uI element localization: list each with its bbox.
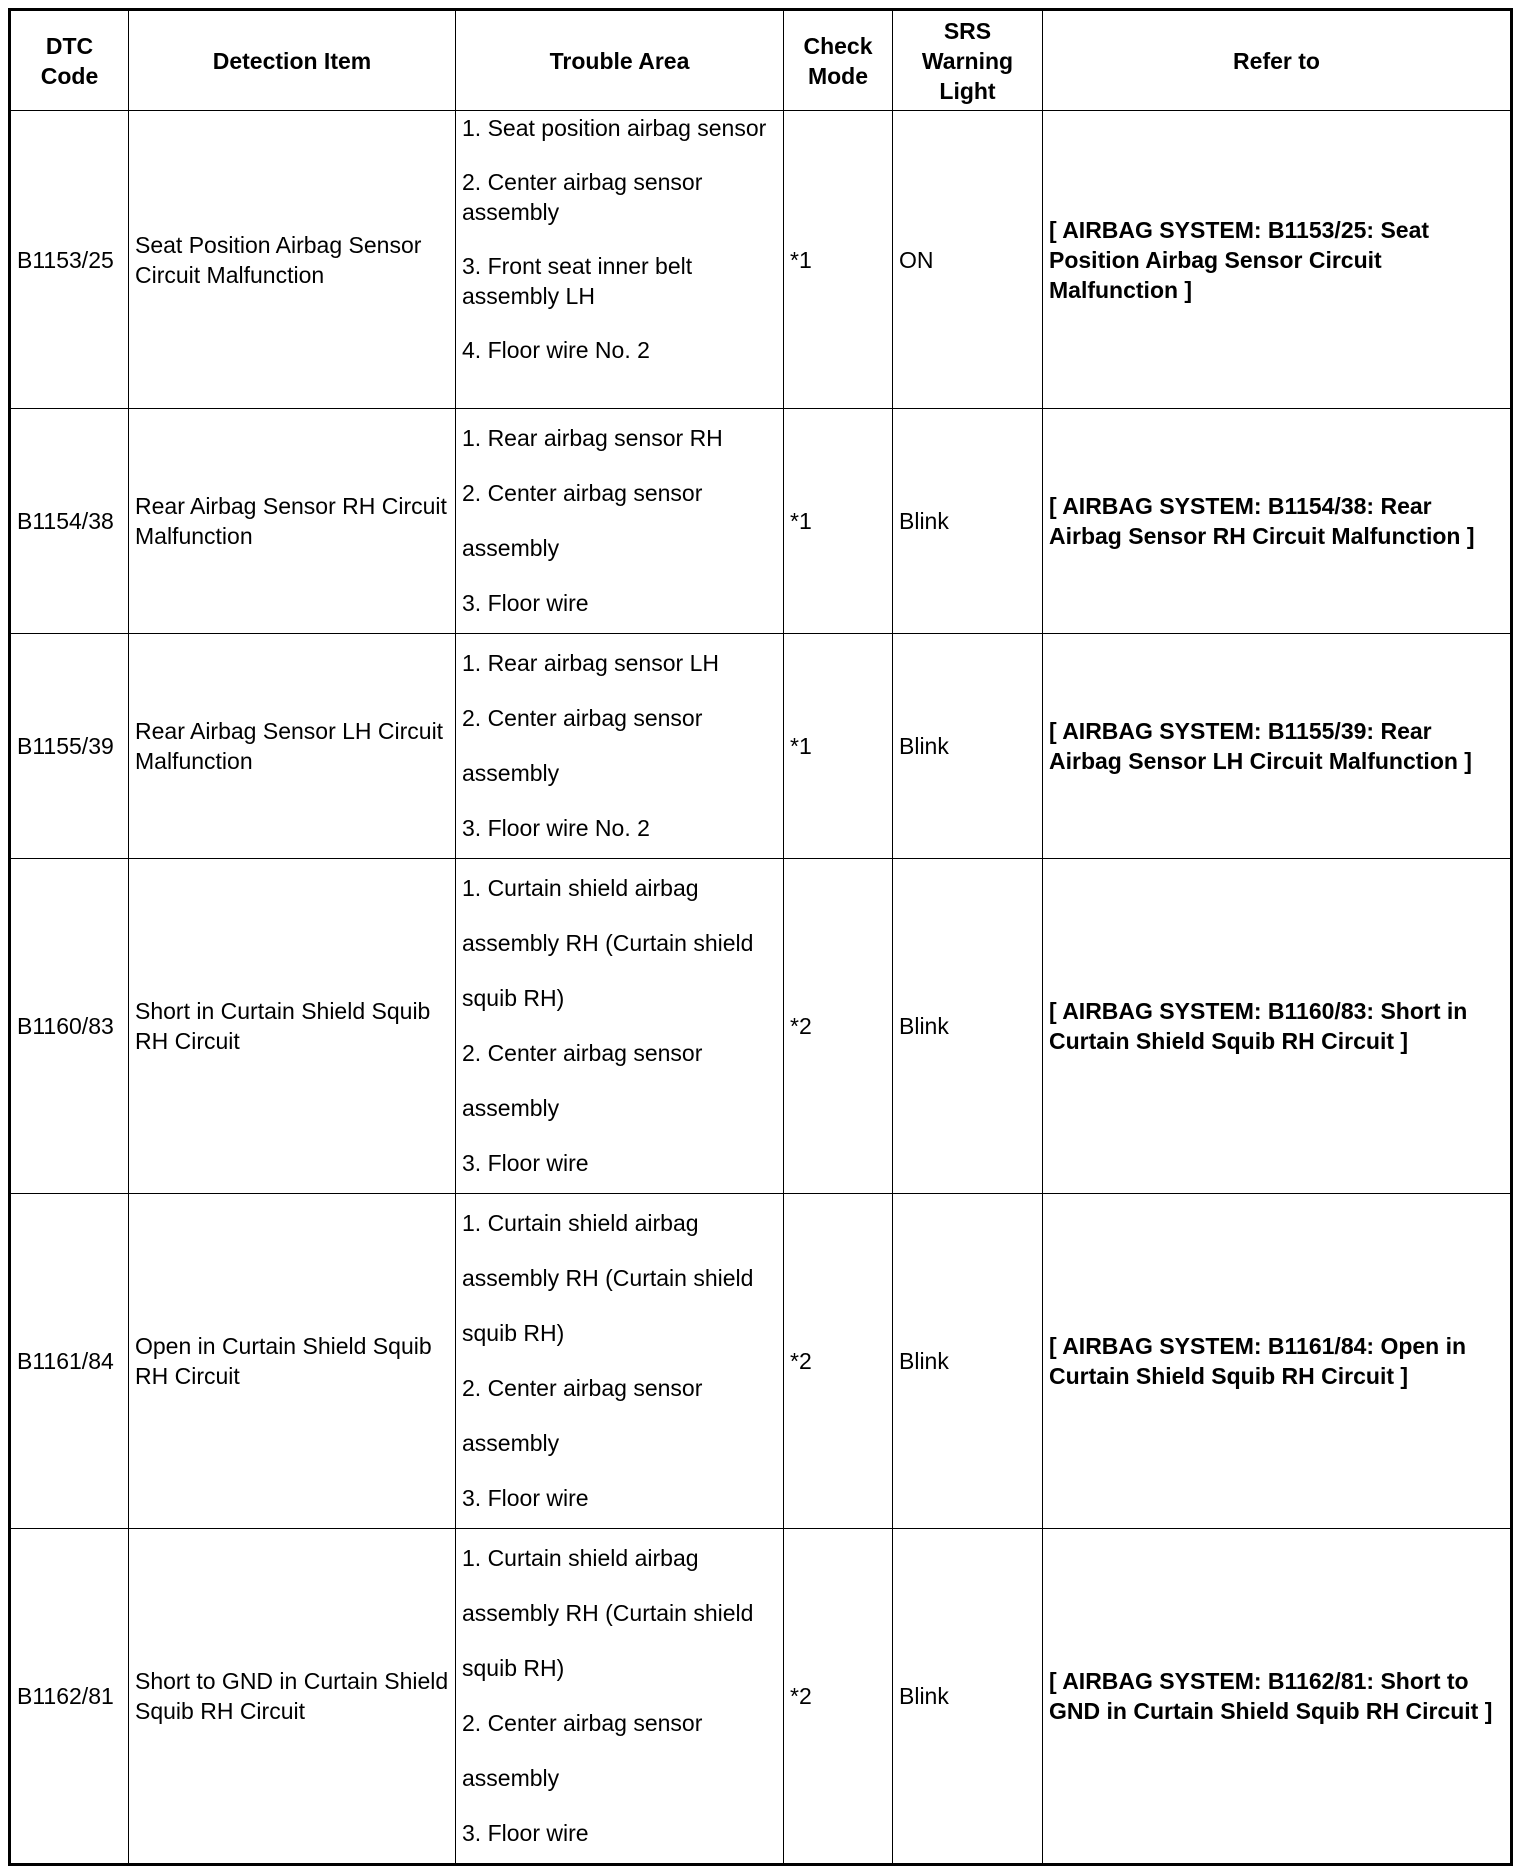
dtc-code: B1162/81: [10, 1529, 129, 1865]
refer-to-link[interactable]: [ AIRBAG SYSTEM: B1154/38: Rear Airbag Sensor RH Circuit Malfunction ]: [1043, 409, 1512, 634]
dtc-table: [8, 8, 1513, 1866]
srs-warning-light: Blink: [893, 409, 1043, 634]
trouble-area: [456, 859, 784, 1194]
header-srs-warning-light: SRS Warning Light: [893, 10, 1043, 111]
trouble-item: 4. Floor wire No. 2: [462, 337, 650, 363]
refer-to-link[interactable]: [ AIRBAG SYSTEM: B1160/83: Short in Curtain Shield Squib RH Circuit ]: [1043, 859, 1512, 1194]
detection-item: Rear Airbag Sensor LH Circuit Malfunction: [129, 634, 456, 859]
check-mode: *2: [784, 1194, 893, 1529]
table-row: [10, 1194, 1512, 1529]
trouble-area: [456, 111, 784, 409]
check-mode: *2: [784, 859, 893, 1194]
check-mode: *2: [784, 1529, 893, 1865]
trouble-item: 3. Floor wire No. 2: [462, 815, 650, 841]
header-check-mode: Check Mode: [784, 10, 893, 111]
srs-warning-light: ON: [893, 111, 1043, 409]
trouble-item: 1. Rear airbag sensor RH: [462, 425, 723, 451]
table-row: [10, 409, 1512, 634]
table-row: [10, 859, 1512, 1194]
trouble-item: 2. Center airbag sensor assembly: [462, 1375, 703, 1456]
srs-warning-light: Blink: [893, 1529, 1043, 1865]
dtc-table-container: [8, 8, 1510, 1866]
trouble-item: 3. Floor wire: [462, 1150, 589, 1176]
detection-item: Short to GND in Curtain Shield Squib RH Circuit: [129, 1529, 456, 1865]
table-row: [10, 1529, 1512, 1865]
trouble-item: 3. Floor wire: [462, 1485, 589, 1511]
trouble-area: [456, 1194, 784, 1529]
trouble-item: 2. Center airbag sensor assembly: [462, 705, 703, 786]
trouble-item: 1. Curtain shield airbag assembly RH (Curtain shield squib RH): [462, 1545, 754, 1681]
detection-item: Open in Curtain Shield Squib RH Circuit: [129, 1194, 456, 1529]
srs-warning-light: Blink: [893, 634, 1043, 859]
trouble-item: 2. Center airbag sensor assembly: [462, 1710, 703, 1791]
srs-warning-light: Blink: [893, 859, 1043, 1194]
refer-to-link[interactable]: [ AIRBAG SYSTEM: B1155/39: Rear Airbag Sensor LH Circuit Malfunction ]: [1043, 634, 1512, 859]
dtc-code: B1160/83: [10, 859, 129, 1194]
trouble-item: 1. Curtain shield airbag assembly RH (Curtain shield squib RH): [462, 875, 754, 1011]
refer-to-link[interactable]: [ AIRBAG SYSTEM: B1153/25: Seat Position Airbag Sensor Circuit Malfunction ]: [1043, 111, 1512, 409]
detection-item: Short in Curtain Shield Squib RH Circuit: [129, 859, 456, 1194]
check-mode: *1: [784, 111, 893, 409]
trouble-item: 2. Center airbag sensor assembly: [462, 169, 703, 225]
dtc-code: B1153/25: [10, 111, 129, 409]
refer-to-link[interactable]: [ AIRBAG SYSTEM: B1162/81: Short to GND in Curtain Shield Squib RH Circuit ]: [1043, 1529, 1512, 1865]
dtc-code: B1154/38: [10, 409, 129, 634]
trouble-area: [456, 1529, 784, 1865]
refer-to-link[interactable]: [ AIRBAG SYSTEM: B1161/84: Open in Curtain Shield Squib RH Circuit ]: [1043, 1194, 1512, 1529]
trouble-item: 1. Rear airbag sensor LH: [462, 650, 719, 676]
table-row: [10, 634, 1512, 859]
detection-item: Rear Airbag Sensor RH Circuit Malfunction: [129, 409, 456, 634]
trouble-item: 1. Curtain shield airbag assembly RH (Curtain shield squib RH): [462, 1210, 754, 1346]
check-mode: *1: [784, 634, 893, 859]
header-detection-item: Detection Item: [129, 10, 456, 111]
detection-item: Seat Position Airbag Sensor Circuit Malfunction: [129, 111, 456, 409]
trouble-item: 1. Seat position airbag sensor: [462, 115, 767, 141]
header-row: [10, 10, 1512, 111]
header-refer-to: Refer to: [1043, 10, 1512, 111]
trouble-area: [456, 634, 784, 859]
header-dtc-code: DTC Code: [10, 10, 129, 111]
trouble-item: 2. Center airbag sensor assembly: [462, 480, 703, 561]
header-trouble-area: Trouble Area: [456, 10, 784, 111]
table-row: [10, 111, 1512, 409]
srs-warning-light: Blink: [893, 1194, 1043, 1529]
dtc-code: B1155/39: [10, 634, 129, 859]
trouble-area: [456, 409, 784, 634]
trouble-item: 3. Floor wire: [462, 1820, 589, 1846]
check-mode: *1: [784, 409, 893, 634]
dtc-code: B1161/84: [10, 1194, 129, 1529]
trouble-item: 3. Floor wire: [462, 590, 589, 616]
trouble-item: 2. Center airbag sensor assembly: [462, 1040, 703, 1121]
trouble-item: 3. Front seat inner belt assembly LH: [462, 253, 693, 309]
